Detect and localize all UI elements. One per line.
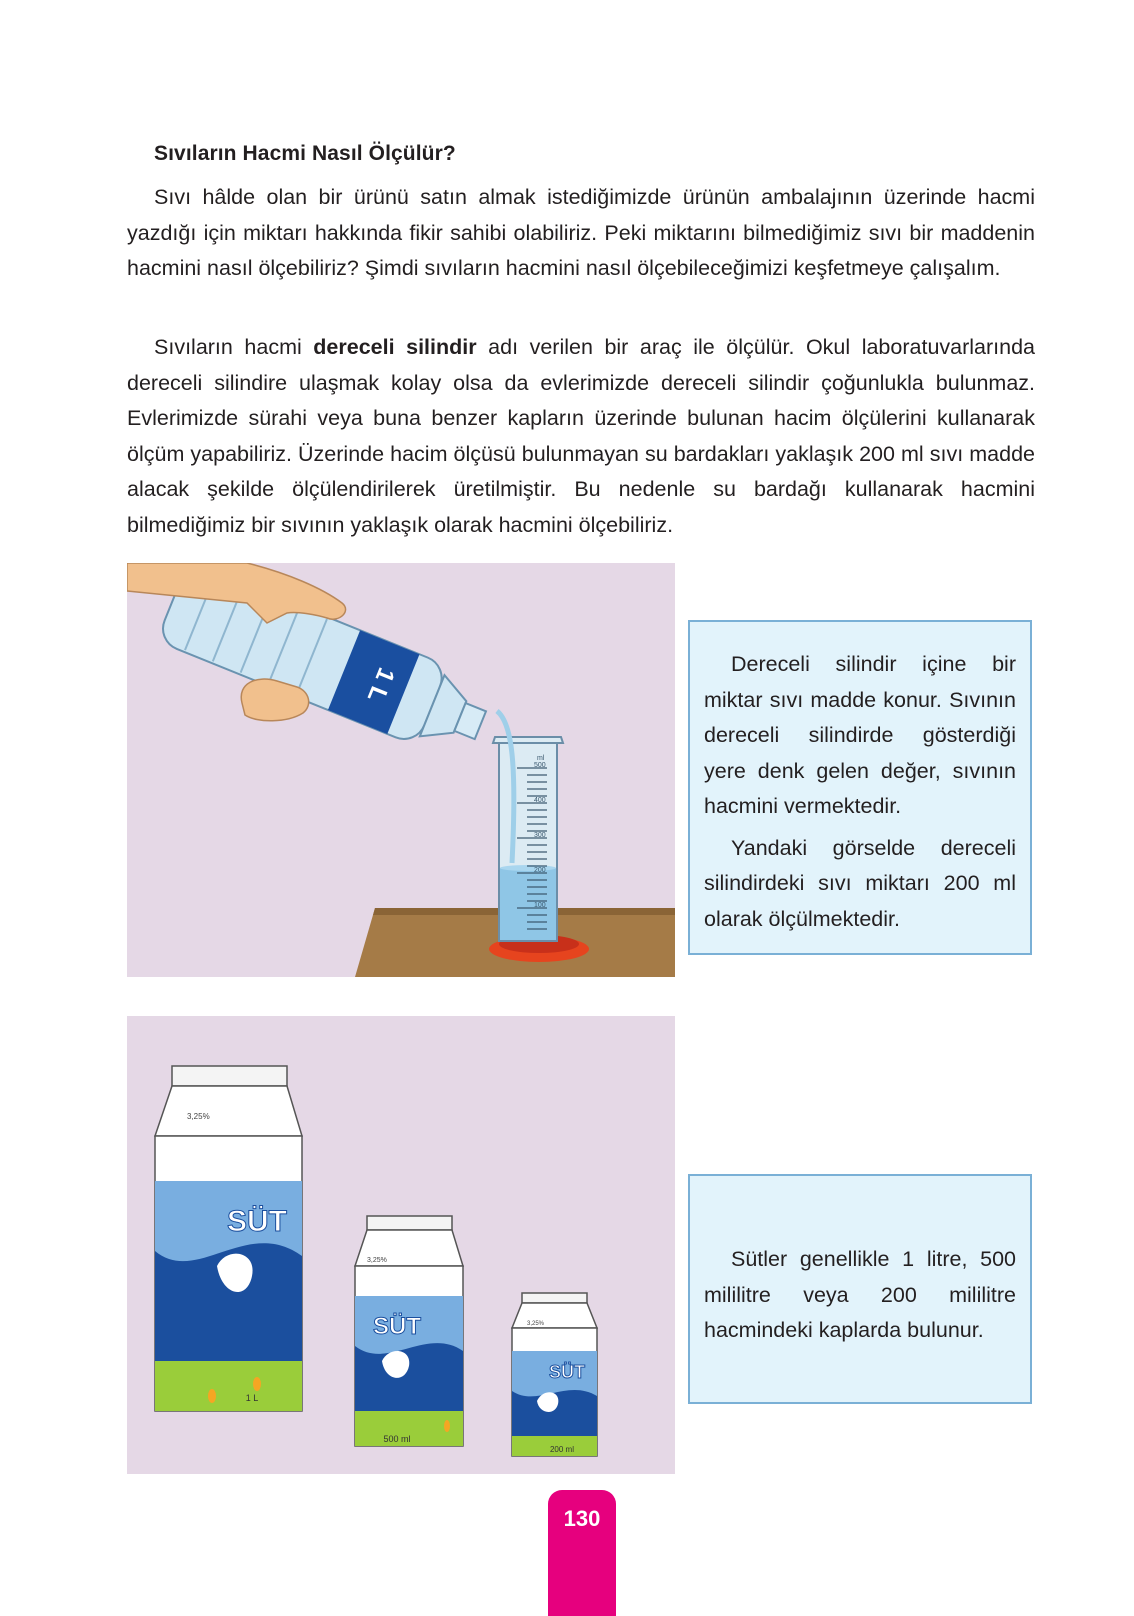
cylinder-unit-label: ml [537,755,545,762]
tick-label-300: 300 [534,832,546,839]
milk-carton-500ml [355,1216,463,1446]
tick-label-200: 200 [534,867,546,874]
carton-200ml-fat: 3,25% [527,1321,545,1327]
carton-200ml-volume: 200 ml [549,1445,575,1454]
carton-500ml-fat: 3,25% [367,1257,387,1264]
carton-500ml-brand: SÜT [373,1313,421,1340]
carton-1l-fat: 3,25% [187,1112,210,1121]
milk-cartons-illustration [127,1016,675,1474]
page-number: 130 [563,1506,601,1531]
carton-500ml-volume: 500 ml [383,1434,411,1444]
page-number-tab [548,1490,616,1616]
section-heading: Sıvıların Hacmi Nasıl Ölçülür? [154,142,456,165]
tick-label-400: 400 [534,797,546,804]
milk-carton-200ml [512,1293,597,1456]
milk-carton-1l [155,1066,302,1411]
bottle-label-text: 1 L [361,663,400,707]
paragraph2-after: adı verilen bir araç ile ölçülür. Okul laboratuvarlarında dereceli silindire ulaşmak kolay olsa da evlerimizde dereceli silindir çoğunlukla bulunmaz. Evlerimizde sürahi veya buna benzer kapların üzerinde bulunan hacim ölçülerini kullanarak ölçüm yapabiliriz. Üzerinde hacim ölçüsü bulunmayan su bardakları yaklaşık 200 ml sıvı madde alacak şekilde ölçülendirilerek üretilmiştir. Bu nedenle su bardağı kullanarak hacmini bilmediğimiz bir sıvının yaklaşık olarak hacmini ölçebiliriz. [127,335,1036,537]
tick-label-100: 100 [534,902,546,909]
milk-info-box [688,1174,1032,1404]
carton-1l-brand: SÜT [227,1205,287,1238]
carton-200ml-brand: SÜT [549,1362,585,1382]
term-dereceli-silindir: dereceli silindir [313,335,477,359]
paragraph2-before: Sıvıların hacmi [154,335,314,359]
cylinder-paragraph [127,330,1035,543]
tick-label-500: 500 [534,762,546,769]
milk-info-p1: Sütler genellikle 1 litre, 500 mililitre veya 200 mililitre hacmindeki kaplarda bulunur. [704,1247,1016,1342]
cylinder-info-p1: Dereceli silindir içine bir miktar sıvı madde konur. Sıvının dereceli silindirde gösterdiği yere denk gelen değer, sıvının hacmini vermektedir. [704,652,1016,818]
cylinder-info-box [688,620,1032,955]
graduated-cylinder-illustration [127,563,675,977]
carton-1l-volume: 1 L [245,1393,259,1403]
intro-paragraph: Sıvı hâlde olan bir ürünü satın almak istediğimizde ürünün ambalajının üzerinde hacmi yazdığı için miktarı hakkında fikir sahibi olabiliriz. Peki miktarını bilmediğimiz sıvı bir maddenin hacmini nasıl ölçebiliriz? Şimdi sıvıların hacmini nasıl ölçebileceğimizi keşfetmeye çalışalım. [127,185,1035,280]
cylinder-info-p2: Yandaki görselde dereceli silindirdeki sıvı miktarı 200 ml olarak ölçülmektedir. [704,835,1016,931]
